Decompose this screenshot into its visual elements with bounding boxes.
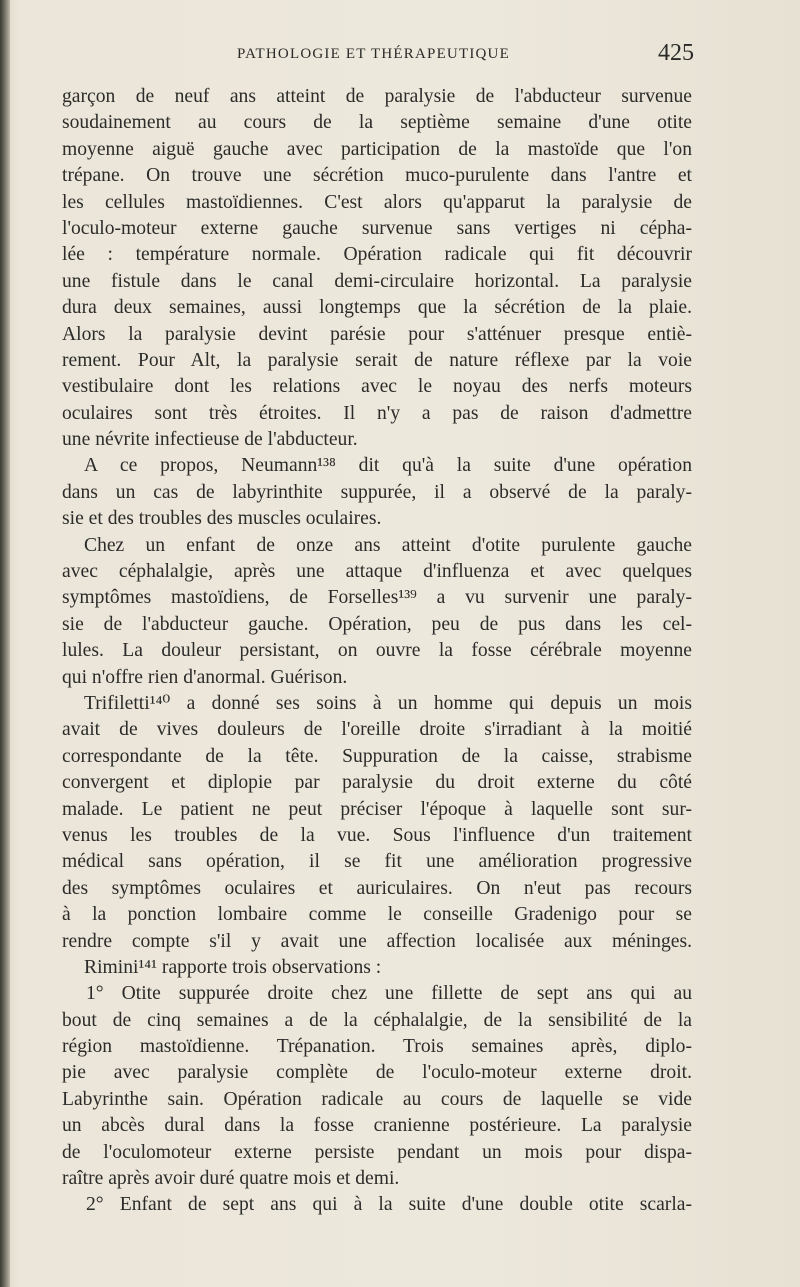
text-line: lules. La douleur persistant, on ouvre la fosse cérébrale moyenne (62, 640, 692, 662)
text-line: soudainement au cours de la septième semaine d'une otite (62, 112, 692, 134)
text-line: un abcès dural dans la fosse cranienne postérieure. La paralysie (62, 1115, 692, 1137)
text-line: oculaires sont très étroites. Il n'y a pas de raison d'admettre (62, 402, 692, 424)
text-line: une névrite infectieuse de l'abducteur. (62, 429, 358, 451)
text-line: symptômes mastoïdiens, de Forselles¹³⁹ a vu survenir une paraly- (62, 587, 692, 609)
text-line: pie avec paralysie complète de l'oculo-moteur externe droit. (62, 1062, 692, 1084)
text-line: garçon de neuf ans atteint de paralysie de l'abducteur survenue (62, 86, 692, 107)
text-line: Trifiletti¹⁴⁰ a donné ses soins à un homme qui depuis un mois (84, 692, 692, 714)
text-line: 2° Enfant de sept ans qui à la suite d'une double otite scarla- (86, 1194, 692, 1216)
text-line: dura deux semaines, aussi longtemps que la sécrétion de la plaie. (62, 297, 692, 319)
text-line: A ce propos, Neumann¹³⁸ dit qu'à la suite d'une opération (84, 455, 692, 477)
body-text (62, 84, 692, 1219)
text-line: bout de cinq semaines a de la céphalalgie, de la sensibilité de la (62, 1009, 692, 1031)
text-line: médical sans opération, il se fit une amélioration progressive (62, 851, 692, 873)
text-line: Alors la paralysie devint parésie pour s'atténuer presque entiè- (62, 323, 692, 345)
page-number: 425 (658, 40, 694, 66)
text-line: de l'oculomoteur externe persiste pendant un mois pour dispa- (62, 1141, 692, 1163)
running-head: PATHOLOGIE ET THÉRAPEUTIQUE (237, 46, 510, 62)
text-line: sie et des troubles des muscles oculaires. (62, 508, 382, 530)
text-line: une fistule dans le canal demi-circulaire horizontal. La paralysie (62, 270, 692, 292)
text-line: correspondante de la tête. Suppuration de la caisse, strabisme (62, 745, 692, 767)
text-line: des symptômes oculaires et auriculaires. On n'eut pas recours (62, 877, 692, 899)
text-line: venus les troubles de la vue. Sous l'influence d'un traitement (62, 824, 692, 846)
text-line: région mastoïdienne. Trépanation. Trois semaines après, diplo- (62, 1036, 692, 1058)
text-line: Rimini¹⁴¹ rapporte trois observations : (84, 956, 382, 978)
text-line: malade. Le patient ne peut préciser l'époque à laquelle sont sur- (62, 798, 692, 820)
text-line: dans un cas de labyrinthite suppurée, il a observé de la paraly- (62, 481, 692, 503)
text-line: avait de vives douleurs de l'oreille droite s'irradiant à la moitié (62, 719, 692, 741)
text-line: rendre compte s'il y avait une affection localisée aux méninges. (62, 930, 692, 952)
text-line: sie de l'abducteur gauche. Opération, peu de pus dans les cel- (62, 613, 692, 635)
text-line: 1° Otite suppurée droite chez une fillette de sept ans qui au (86, 983, 692, 1005)
text-line: convergent et diplopie par paralysie du droit externe du côté (62, 772, 692, 794)
text-line: les cellules mastoïdiennes. C'est alors qu'apparut la paralysie de (62, 191, 692, 213)
text-line: à la ponction lombaire comme le conseille Gradenigo pour se (62, 904, 692, 926)
text-line: Chez un enfant de onze ans atteint d'otite purulente gauche (84, 534, 692, 556)
text-line: moyenne aiguë gauche avec participation de la mastoïde que l'on (62, 138, 692, 160)
page-gutter-shadow (0, 0, 10, 1287)
text-line: qui n'offre rien d'anormal. Guérison. (62, 666, 348, 688)
text-line: rement. Pour Alt, la paralysie serait de nature réflexe par la voie (62, 349, 692, 371)
text-line: lée : température normale. Opération radicale qui fit découvrir (62, 244, 692, 266)
text-line: vestibulaire dont les relations avec le noyau des nerfs moteurs (62, 376, 692, 398)
text-line: raître après avoir duré quatre mois et demi. (62, 1168, 400, 1190)
text-line: l'oculo-moteur externe gauche survenue sans vertiges ni cépha- (62, 217, 692, 239)
text-line: trépane. On trouve une sécrétion muco-purulente dans l'antre et (62, 165, 692, 187)
text-line: Labyrinthe sain. Opération radicale au cours de laquelle se vide (62, 1088, 692, 1110)
page-header (62, 40, 694, 70)
text-line: avec céphalalgie, après une attaque d'influenza et avec quelques (62, 561, 692, 583)
